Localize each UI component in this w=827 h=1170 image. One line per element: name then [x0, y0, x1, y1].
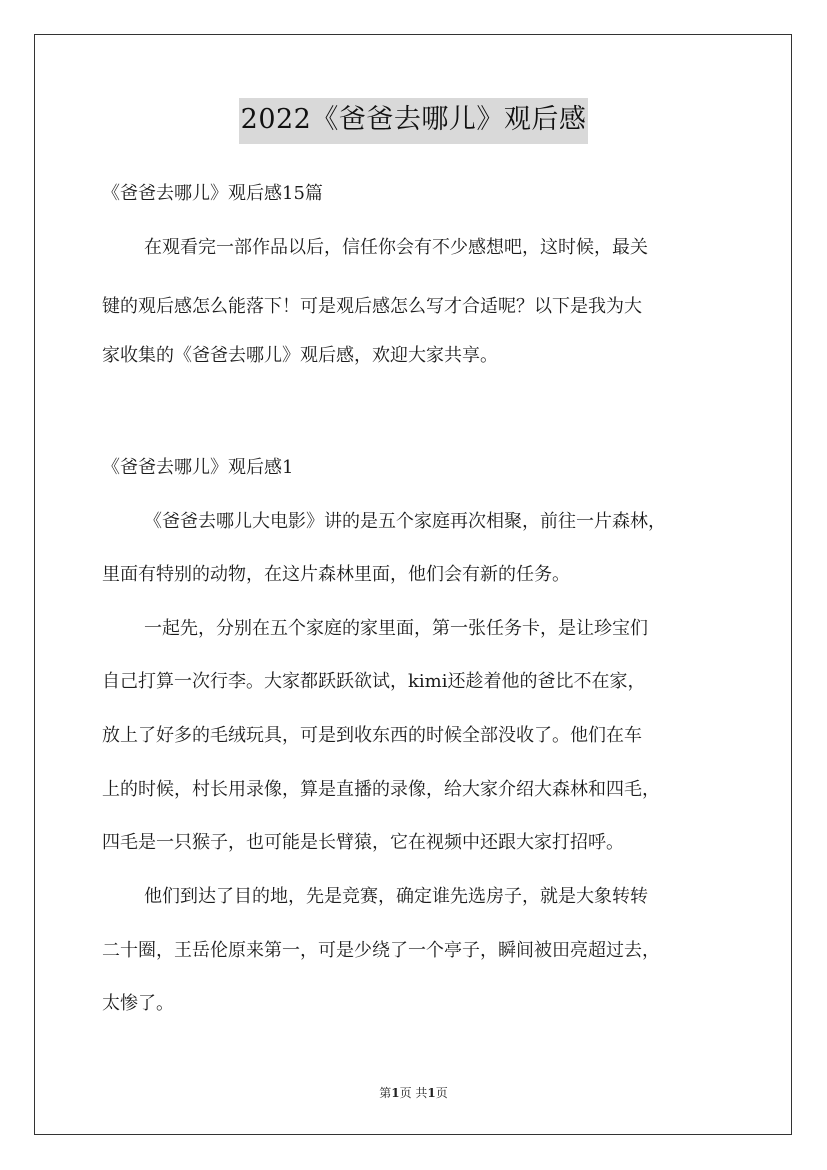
section-heading: 《爸爸去哪儿》观后感1 [102, 457, 294, 478]
paragraph-line: 太惨了。 [102, 993, 174, 1014]
paragraph-line: 他们到达了目的地，先是竞赛，确定谁先选房子，就是大象转转 [144, 886, 648, 907]
paragraph-line: 里面有特别的动物，在这片森林里面，他们会有新的任务。 [102, 564, 570, 585]
page-number: 1 [391, 1086, 400, 1100]
page-footer [0, 1085, 827, 1101]
intro-line: 家收集的《爸爸去哪儿》观后感，欢迎大家共享。 [102, 345, 498, 366]
footer-suffix: 页 [435, 1086, 448, 1100]
paragraph-line: 上的时候，村长用录像，算是直播的录像，给大家介绍大森林和四毛， [102, 779, 660, 800]
paragraph-line: 放上了好多的毛绒玩具，可是到收东西的时候全部没收了。他们在车 [102, 725, 642, 746]
footer-mid: 页 共 [399, 1086, 428, 1100]
intro-line: 在观看完一部作品以后，信任你会有不少感想吧，这时候，最关 [144, 237, 648, 258]
paragraph-line: 《爸爸去哪儿大电影》讲的是五个家庭再次相聚，前往一片森林， [144, 511, 666, 532]
page-total: 1 [427, 1086, 436, 1100]
title-area [0, 98, 827, 144]
paragraph-line: 四毛是一只猴子，也可能是长臂猿，它在视频中还跟大家打招呼。 [102, 832, 624, 853]
intro-line: 键的观后感怎么能落下！可是观后感怎么写才合适呢？以下是我为大 [102, 296, 642, 317]
footer-prefix: 第 [379, 1086, 392, 1100]
document-title: 2022《爸爸去哪儿》观后感 [239, 98, 589, 144]
subtitle: 《爸爸去哪儿》观后感15篇 [102, 183, 323, 204]
paragraph-line: 一起先，分别在五个家庭的家里面，第一张任务卡，是让珍宝们 [144, 618, 648, 639]
paragraph-line: 自己打算一次行李。大家都跃跃欲试，kimi还趁着他的爸比不在家， [102, 671, 646, 692]
paragraph-line: 二十圈，王岳伦原来第一，可是少绕了一个亭子，瞬间被田亮超过去， [102, 940, 660, 961]
